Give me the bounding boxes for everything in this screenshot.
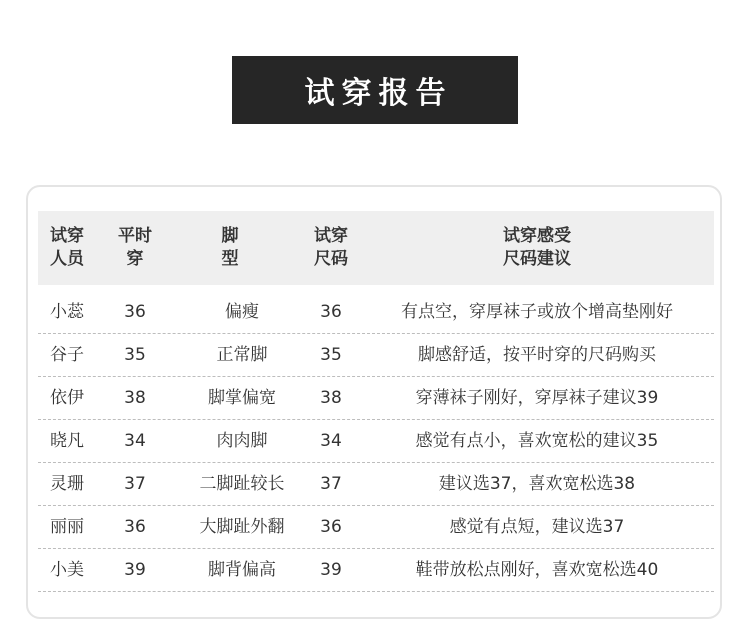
cell-usual-size: 38 — [124, 388, 146, 408]
cell-foot-type: 正常脚 — [216, 345, 268, 365]
cell-usual-size: 35 — [124, 345, 146, 365]
table-row — [38, 377, 714, 420]
cell-trial-size: 35 — [320, 345, 342, 365]
table-row — [38, 334, 714, 377]
cell-foot-type: 脚背偏高 — [208, 560, 276, 580]
fitting-report-table — [26, 185, 722, 619]
cell-trial-size: 38 — [320, 388, 342, 408]
cell-trial-size: 37 — [320, 474, 342, 494]
header-usual-line2: 穿 — [126, 249, 144, 269]
cell-advice: 穿薄袜子刚好，穿厚袜子建议39 — [415, 388, 659, 408]
cell-advice: 鞋带放松点刚好，喜欢宽松选40 — [415, 560, 659, 580]
header-trial-size — [300, 225, 362, 271]
cell-usual-size: 34 — [124, 431, 146, 451]
cell-name: 小美 — [50, 560, 84, 580]
cell-name: 依伊 — [50, 388, 84, 408]
cell-advice: 感觉有点短，建议选37 — [449, 517, 625, 537]
cell-trial-size: 34 — [320, 431, 342, 451]
header-advice-line1: 试穿感受 — [503, 226, 571, 246]
table-row — [38, 291, 714, 334]
cell-advice: 感觉有点小，喜欢宽松的建议35 — [415, 431, 659, 451]
header-size-line2: 尺码 — [314, 249, 348, 269]
header-name-line2: 人员 — [50, 249, 84, 269]
cell-trial-size: 36 — [320, 517, 342, 537]
cell-advice: 建议选37，喜欢宽松选38 — [438, 474, 636, 494]
table-row — [38, 506, 714, 549]
cell-name: 晓凡 — [50, 431, 84, 451]
header-foot-type — [200, 225, 260, 271]
table-header — [38, 211, 714, 285]
header-name-line1: 试穿 — [50, 226, 84, 246]
title-banner — [232, 56, 518, 124]
header-usual-size — [104, 225, 166, 271]
header-advice-line2: 尺码建议 — [503, 249, 571, 269]
header-feeling-advice — [362, 225, 712, 271]
cell-advice: 有点空，穿厚袜子或放个增高垫刚好 — [401, 302, 673, 322]
cell-usual-size: 39 — [124, 560, 146, 580]
cell-foot-type: 二脚趾较长 — [199, 474, 285, 494]
table-row — [38, 463, 714, 506]
cell-advice: 脚感舒适，按平时穿的尺码购买 — [418, 345, 656, 365]
header-foot-line2: 型 — [221, 249, 239, 269]
header-foot-line1: 脚 — [221, 226, 239, 246]
cell-name: 谷子 — [50, 345, 84, 365]
table-row — [38, 420, 714, 463]
cell-usual-size: 36 — [124, 517, 146, 537]
cell-foot-type: 大脚趾外翻 — [199, 517, 285, 537]
cell-name: 小蕊 — [50, 302, 84, 322]
cell-foot-type: 脚掌偏宽 — [208, 388, 276, 408]
header-usual-line1: 平时 — [118, 226, 152, 246]
cell-trial-size: 39 — [320, 560, 342, 580]
table-row — [38, 549, 714, 592]
cell-foot-type: 肉肉脚 — [216, 431, 268, 451]
header-name — [38, 225, 96, 271]
cell-usual-size: 37 — [124, 474, 146, 494]
cell-name: 丽丽 — [50, 517, 84, 537]
header-size-line1: 试穿 — [314, 226, 348, 246]
page-title: 试穿报告 — [304, 76, 453, 111]
cell-usual-size: 36 — [124, 302, 146, 322]
cell-name: 灵珊 — [50, 474, 84, 494]
cell-foot-type: 偏瘦 — [225, 302, 259, 322]
cell-trial-size: 36 — [320, 302, 342, 322]
